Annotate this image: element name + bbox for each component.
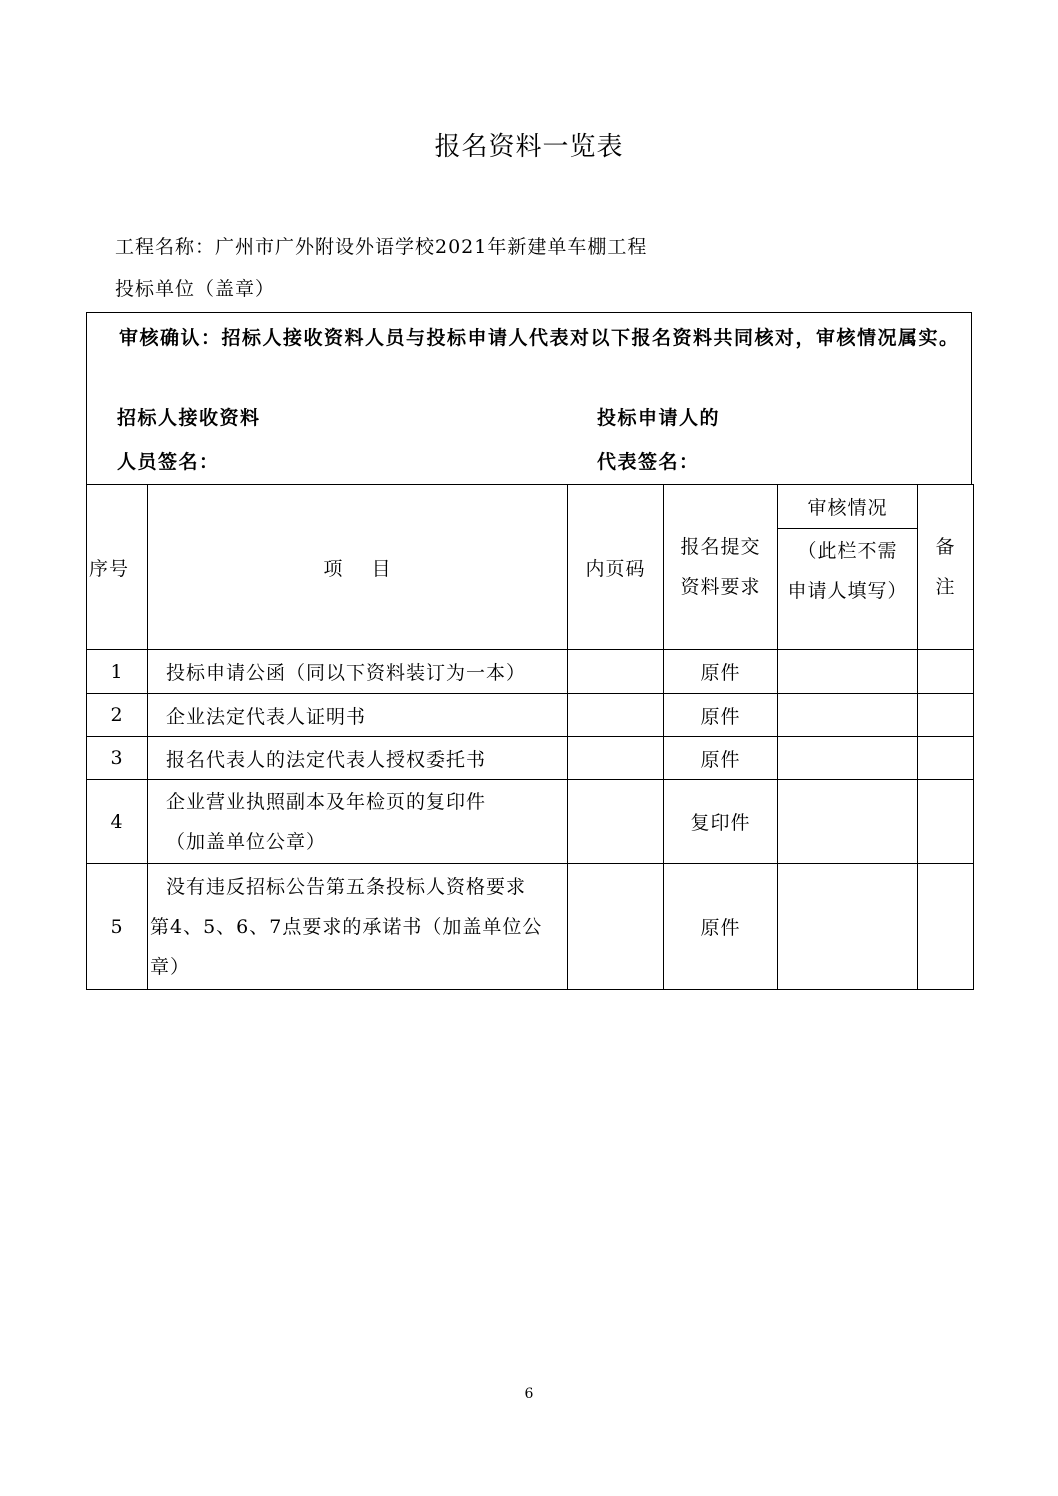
row-review [778, 780, 918, 864]
row-item-line-1: 没有违反招标公告第五条投标人资格要求 [166, 875, 527, 898]
row-page [568, 694, 664, 737]
confirm-text: 审核确认：招标人接收资料人员与投标申请人代表对以下报名资料共同核对，审核情况属实。 [119, 327, 960, 349]
header-review: 审核情况 [778, 485, 918, 529]
row-seq: 5 [87, 864, 148, 990]
row-item-line-1: 企业营业执照副本及年检页的复印件 [166, 790, 487, 813]
table-row [87, 737, 974, 780]
table-row [87, 694, 974, 737]
row-note [918, 737, 974, 780]
row-requirement: 原件 [664, 864, 778, 990]
row-review [778, 650, 918, 694]
applicant-sign-label-1: 投标申请人的 [597, 407, 721, 429]
row-item-line-2: 第4、5、6、7点要求的承诺书（加盖单位公 [150, 915, 543, 938]
row-review [778, 694, 918, 737]
materials-table [86, 484, 974, 990]
page-title: 报名资料一览表 [434, 132, 624, 162]
row-item-line-3: 章） [150, 955, 191, 978]
row-item: 报名代表人的法定代表人授权委托书 [148, 737, 568, 780]
row-note [918, 780, 974, 864]
row-requirement: 复印件 [664, 780, 778, 864]
row-requirement: 原件 [664, 737, 778, 780]
header-note-line-1: 备 [935, 536, 956, 558]
header-requirement-line-2: 资料要求 [680, 576, 761, 598]
row-item [148, 780, 568, 864]
receiver-sign-label-2: 人员签名： [117, 451, 220, 473]
row-page [568, 780, 664, 864]
header-note-line-2: 注 [935, 576, 956, 598]
table-header-row [87, 485, 974, 529]
row-requirement: 原件 [664, 694, 778, 737]
header-item: 项 目 [148, 485, 568, 650]
header-requirement [664, 485, 778, 650]
row-page [568, 864, 664, 990]
receiver-sign-label-1: 招标人接收资料 [117, 407, 261, 429]
row-item: 投标申请公函（同以下资料装订为一本） [148, 650, 568, 694]
header-page: 内页码 [568, 485, 664, 650]
project-name-line: 工程名称：广州市广外附设外语学校2021年新建单车棚工程 [115, 236, 648, 258]
row-seq: 2 [87, 694, 148, 737]
header-review-sub [778, 529, 918, 650]
row-item-line-2: （加盖单位公章） [166, 830, 327, 853]
page-number: 6 [524, 1386, 534, 1402]
row-seq: 1 [87, 650, 148, 694]
row-review [778, 737, 918, 780]
applicant-sign-label-2: 代表签名： [597, 451, 700, 473]
table-row [87, 650, 974, 694]
table-row [87, 780, 974, 864]
row-note [918, 650, 974, 694]
header-requirement-line-1: 报名提交 [680, 536, 761, 558]
table-row [87, 864, 974, 990]
bidder-line: 投标单位（盖章） [115, 278, 276, 300]
row-note [918, 864, 974, 990]
header-review-line-3: 申请人填写） [787, 580, 908, 602]
row-item [148, 864, 568, 990]
row-note [918, 694, 974, 737]
row-page [568, 737, 664, 780]
row-seq: 3 [87, 737, 148, 780]
header-note [918, 485, 974, 650]
row-seq: 4 [87, 780, 148, 864]
row-page [568, 650, 664, 694]
header-review-line-2: （此栏不需 [797, 540, 898, 562]
row-review [778, 864, 918, 990]
header-seq: 序号 [87, 485, 148, 650]
row-requirement: 原件 [664, 650, 778, 694]
row-item: 企业法定代表人证明书 [148, 694, 568, 737]
confirm-box [86, 312, 972, 484]
